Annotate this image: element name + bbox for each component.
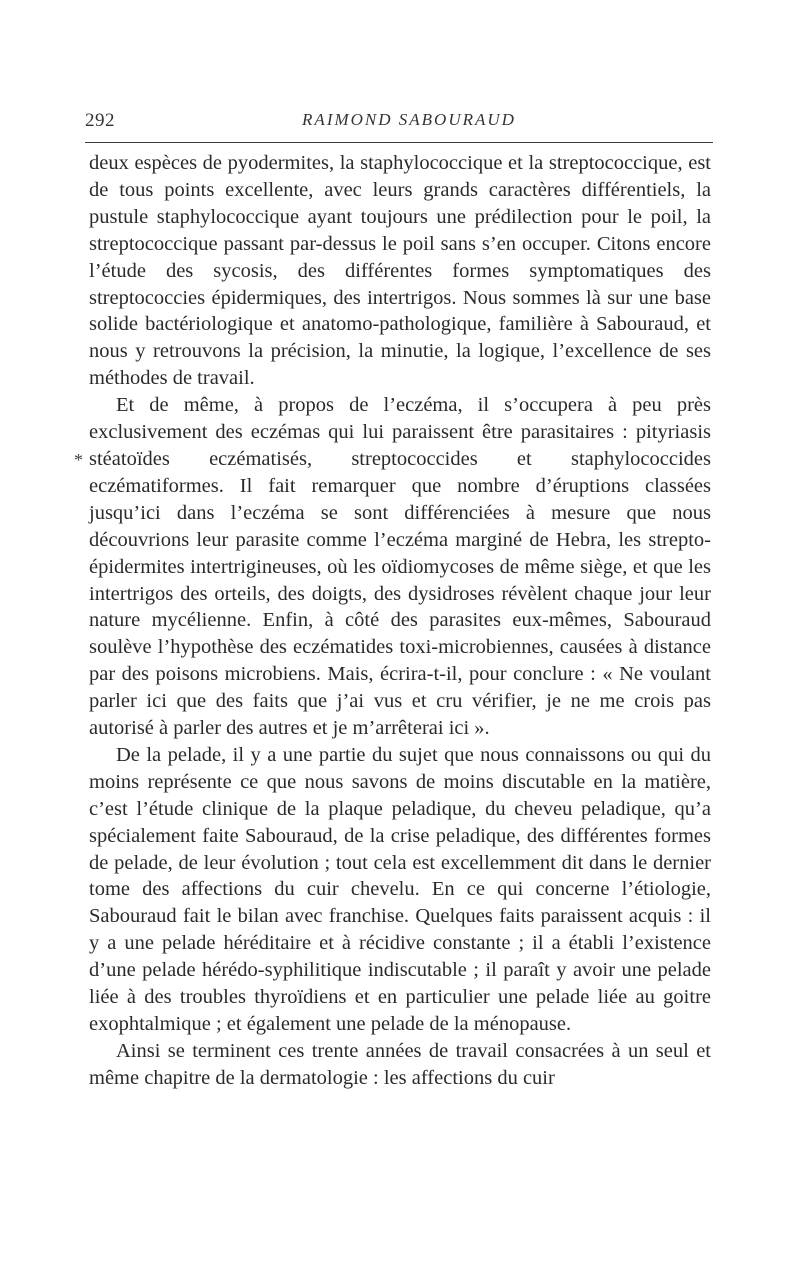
paragraph-3: De la pelade, il y a une partie du sujet que nous connaissons ou qui du moins représente ce que nous savons de moins discutable en la matière, c’est l’étude clinique de la plaque peladique, du cheveu peladique, qu’a spécialement faite Sabouraud, de la crise peladique, des différentes formes de pelade, de leur évolution ; tout cela est excellemment dit dans le dernier tome des affections du cuir chevelu. En ce qui concerne l’étiologie, Sabouraud fait le bilan avec franchise. Quelques faits paraissent acquis : il y a une pelade héréditaire et à récidive constante ; il a établi l’existence d’une pelade hérédo-syphilitique indiscutable ; il paraît y avoir une pelade liée à des troubles thyroïdiens et en particulier une pelade liée au goitre exophtalmique ; et également une pelade de la ménopause. <box>89 743 711 1035</box>
paragraph-4: Ainsi se terminent ces trente années de travail consacrées à un seul et même chapitre de la dermatologie : les affections du cuir <box>89 1039 711 1089</box>
margin-mark: * <box>74 450 83 470</box>
header-rule <box>85 142 713 143</box>
paragraph-1: deux espèces de pyodermites, la staphylococcique et la streptococcique, est de tous points excellente, avec leurs grands caractères différentiels, la pustule staphylococcique ayant toujours une prédilection pour le poil, la streptococcique passant par-dessus le poil sans s’en occuper. Citons encore l’étude des sycosis, des différentes formes symptomatiques des streptococcies épidermiques, des intertrigos. Nous sommes là sur une base solide bactériologique et anatomo-pathologique, familière à Sabouraud, et nous y retrouvons la précision, la minutie, la logique, l’excellence de ses méthodes de travail. <box>89 152 711 390</box>
page-header <box>85 106 713 140</box>
running-head: RAIMOND SABOURAUD <box>302 110 516 129</box>
paragraph-2: Et de même, à propos de l’eczéma, il s’occupera à peu près exclusivement des eczémas qui lui paraissent être parasitaires : pityriasis stéatoïdes eczématisés, streptococcides et staphylococcides eczématiformes. Il fait remarquer que nombre d’éruptions classées jusqu’ici dans l’eczéma se sont différenciées à mesure que nous découvrions leur parasite comme l’eczéma marginé de Hebra, les strepto-épidermites intertrigineuses, où les oïdiomycoses de même siège, et que les intertrigos des orteils, des doigts, des dysidroses révèlent chaque jour leur nature mycélienne. Enfin, à côté des parasites eux-mêmes, Sabouraud soulève l’hypothèse des eczématides toxi-microbiennes, causées à distance par des poisons microbiens. Mais, écrira-t-il, pour conclure : « Ne voulant parler ici que des faits que j’ai vus et cru vérifier, je ne me crois pas autorisé à parler des autres et je m’arrêterai ici ». <box>89 394 711 740</box>
page-number: 292 <box>85 110 115 131</box>
body-text <box>89 150 711 1092</box>
